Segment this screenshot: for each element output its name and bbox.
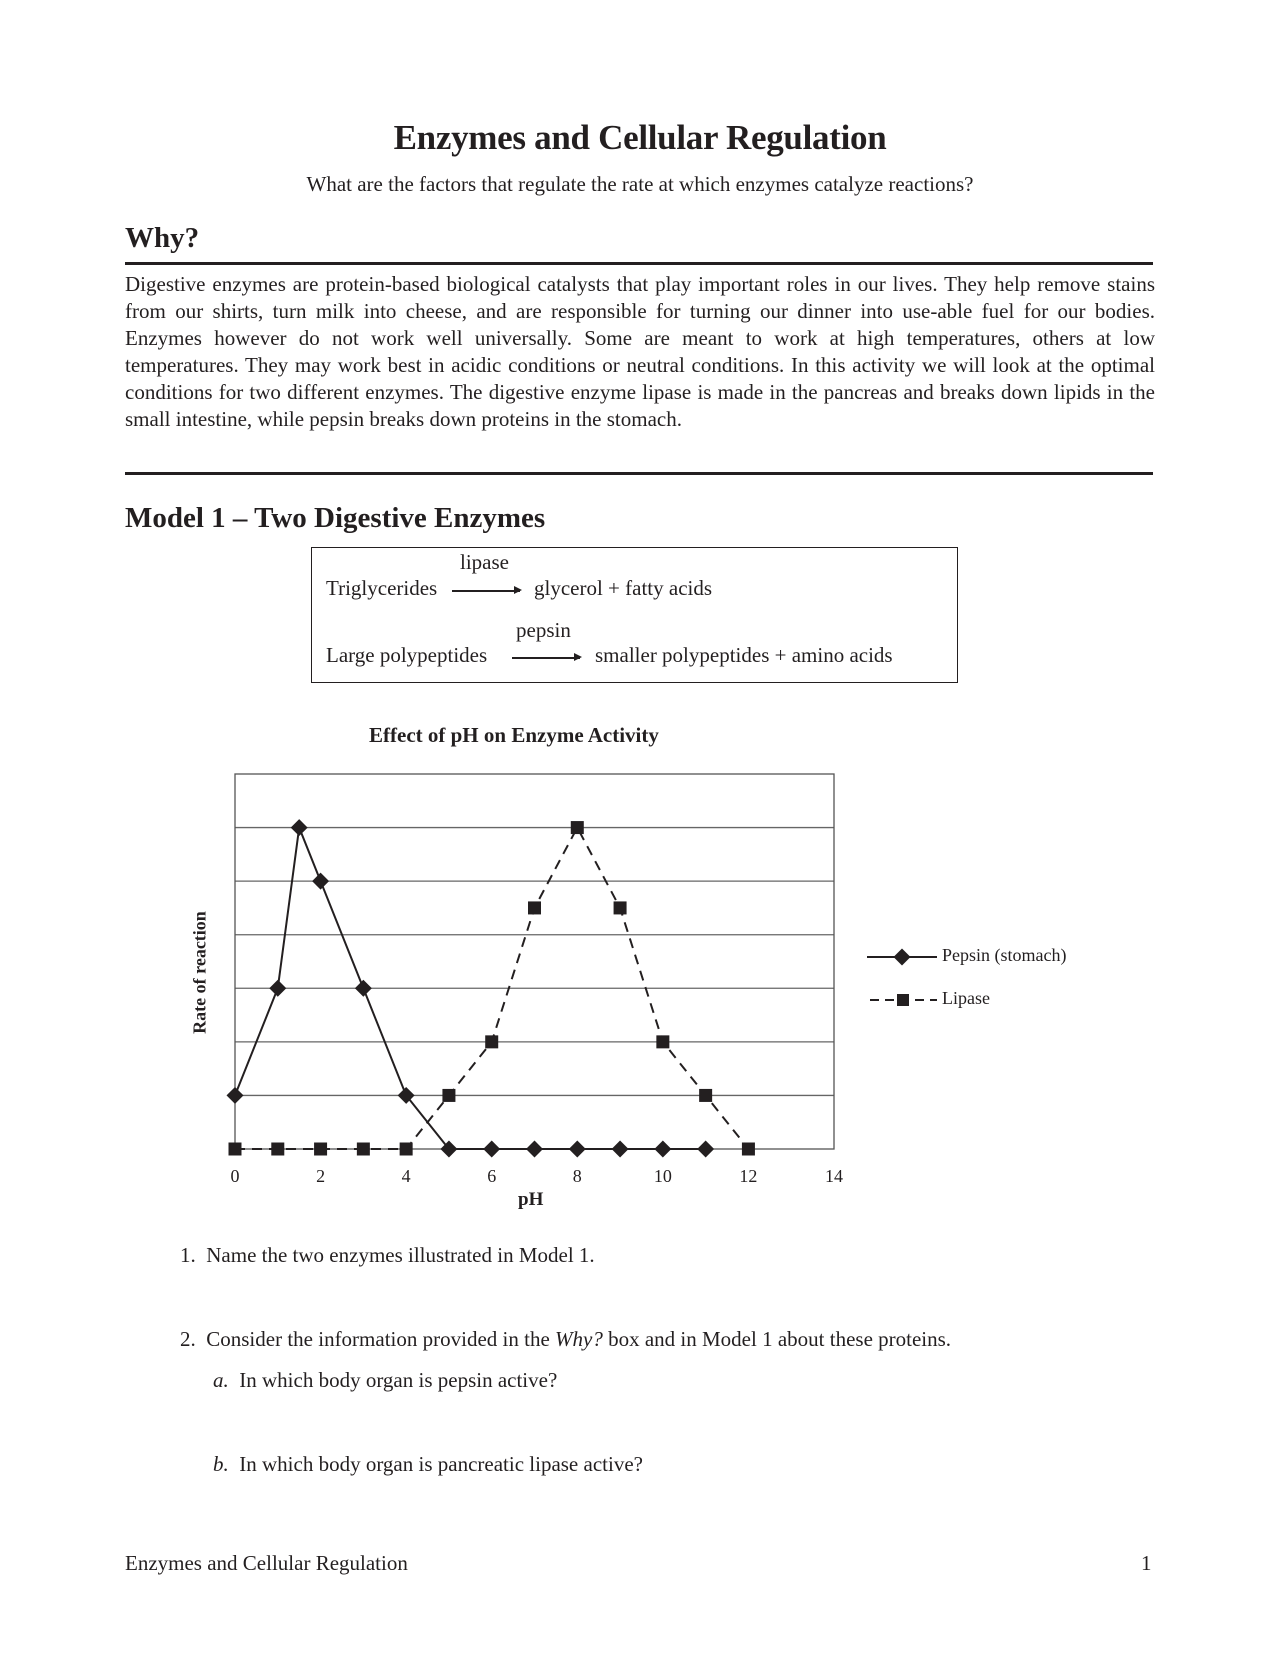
chart-x-axis-label: pH [518, 1189, 544, 1210]
square-marker-icon [897, 994, 909, 1006]
square-marker-icon [699, 1089, 712, 1102]
chart-gridlines [235, 828, 834, 1096]
diamond-marker-icon [697, 1141, 714, 1158]
square-marker-icon [357, 1143, 370, 1156]
equation-2-products: smaller polypeptides + amino acids [595, 643, 893, 667]
question-2: 2. Consider the information provided in the Why? box and in Model 1 about these proteins. [180, 1327, 952, 1351]
x-tick-label: 14 [825, 1166, 843, 1186]
question-2b: b. In which body organ is pancreatic lipase active? [213, 1452, 643, 1476]
diamond-marker-icon [483, 1141, 500, 1158]
page-title: Enzymes and Cellular Regulation [393, 118, 887, 157]
diamond-marker-icon [227, 1087, 244, 1104]
diamond-marker-icon [312, 873, 329, 890]
why-body: Digestive enzymes are protein-based biological catalysts that play important roles in our lives. They help remove stains from our shirts, turn milk into cheese, and are responsible for turning our dinner into use-able fuel for our bodies. Enzymes however do not work well universally. Some are meant to work at high temperatures, others at low temperatures. They may work best in acidic conditions or neutral conditions. In this activity we will look at the optimal conditions for two different enzymes. The digestive enzyme lipase is made in the pancreas and breaks down lipids in the small intestine, while pepsin breaks down proteins in the stomach. [125, 272, 1155, 431]
page-subtitle: What are the factors that regulate the rate at which enzymes catalyze reactions? [306, 172, 974, 196]
square-marker-icon [656, 1035, 669, 1048]
chart-plot-area [235, 774, 834, 1149]
x-tick-label: 12 [739, 1166, 758, 1186]
x-tick-label: 6 [487, 1166, 497, 1186]
question-1: 1. Name the two enzymes illustrated in Model 1. [180, 1243, 595, 1267]
square-marker-icon [314, 1143, 327, 1156]
question-2a: a. In which body organ is pepsin active? [213, 1368, 558, 1392]
chart-title: Effect of pH on Enzyme Activity [369, 723, 659, 747]
diamond-marker-icon [654, 1141, 671, 1158]
equation-1-enzyme: lipase [460, 550, 509, 574]
x-tick-label: 2 [316, 1166, 326, 1186]
legend-pepsin: Pepsin (stomach) [942, 945, 1067, 965]
footer-title: Enzymes and Cellular Regulation [125, 1551, 408, 1575]
x-tick-label: 10 [653, 1166, 672, 1186]
diamond-marker-icon [269, 980, 286, 997]
square-marker-icon [485, 1035, 498, 1048]
legend-lipase: Lipase [942, 988, 990, 1008]
page-number: 1 [1141, 1551, 1152, 1575]
square-marker-icon [742, 1143, 755, 1156]
square-marker-icon [614, 901, 627, 914]
diamond-marker-icon [526, 1141, 543, 1158]
diamond-marker-icon [569, 1141, 586, 1158]
x-tick-label: 8 [572, 1166, 582, 1186]
square-marker-icon [571, 821, 584, 834]
x-tick-label: 4 [401, 1166, 411, 1186]
diamond-marker-icon [612, 1141, 629, 1158]
diamond-marker-icon [291, 819, 308, 836]
diamond-marker-icon [894, 949, 911, 966]
chart-legend [867, 949, 937, 1006]
equation-1-products: glycerol + fatty acids [534, 576, 713, 600]
square-marker-icon [271, 1143, 284, 1156]
model-heading: Model 1 – Two Digestive Enzymes [125, 502, 546, 534]
equation-1-reactant: Triglycerides [326, 576, 438, 600]
square-marker-icon [400, 1143, 413, 1156]
square-marker-icon [229, 1143, 242, 1156]
equation-2-enzyme: pepsin [516, 618, 571, 642]
why-heading: Why? [125, 222, 200, 254]
square-marker-icon [528, 901, 541, 914]
diamond-marker-icon [355, 980, 372, 997]
x-tick-label: 0 [230, 1166, 240, 1186]
chart-y-axis-label: Rate of reaction [189, 911, 210, 1034]
square-marker-icon [442, 1089, 455, 1102]
equation-2-reactant: Large polypeptides [326, 643, 488, 667]
